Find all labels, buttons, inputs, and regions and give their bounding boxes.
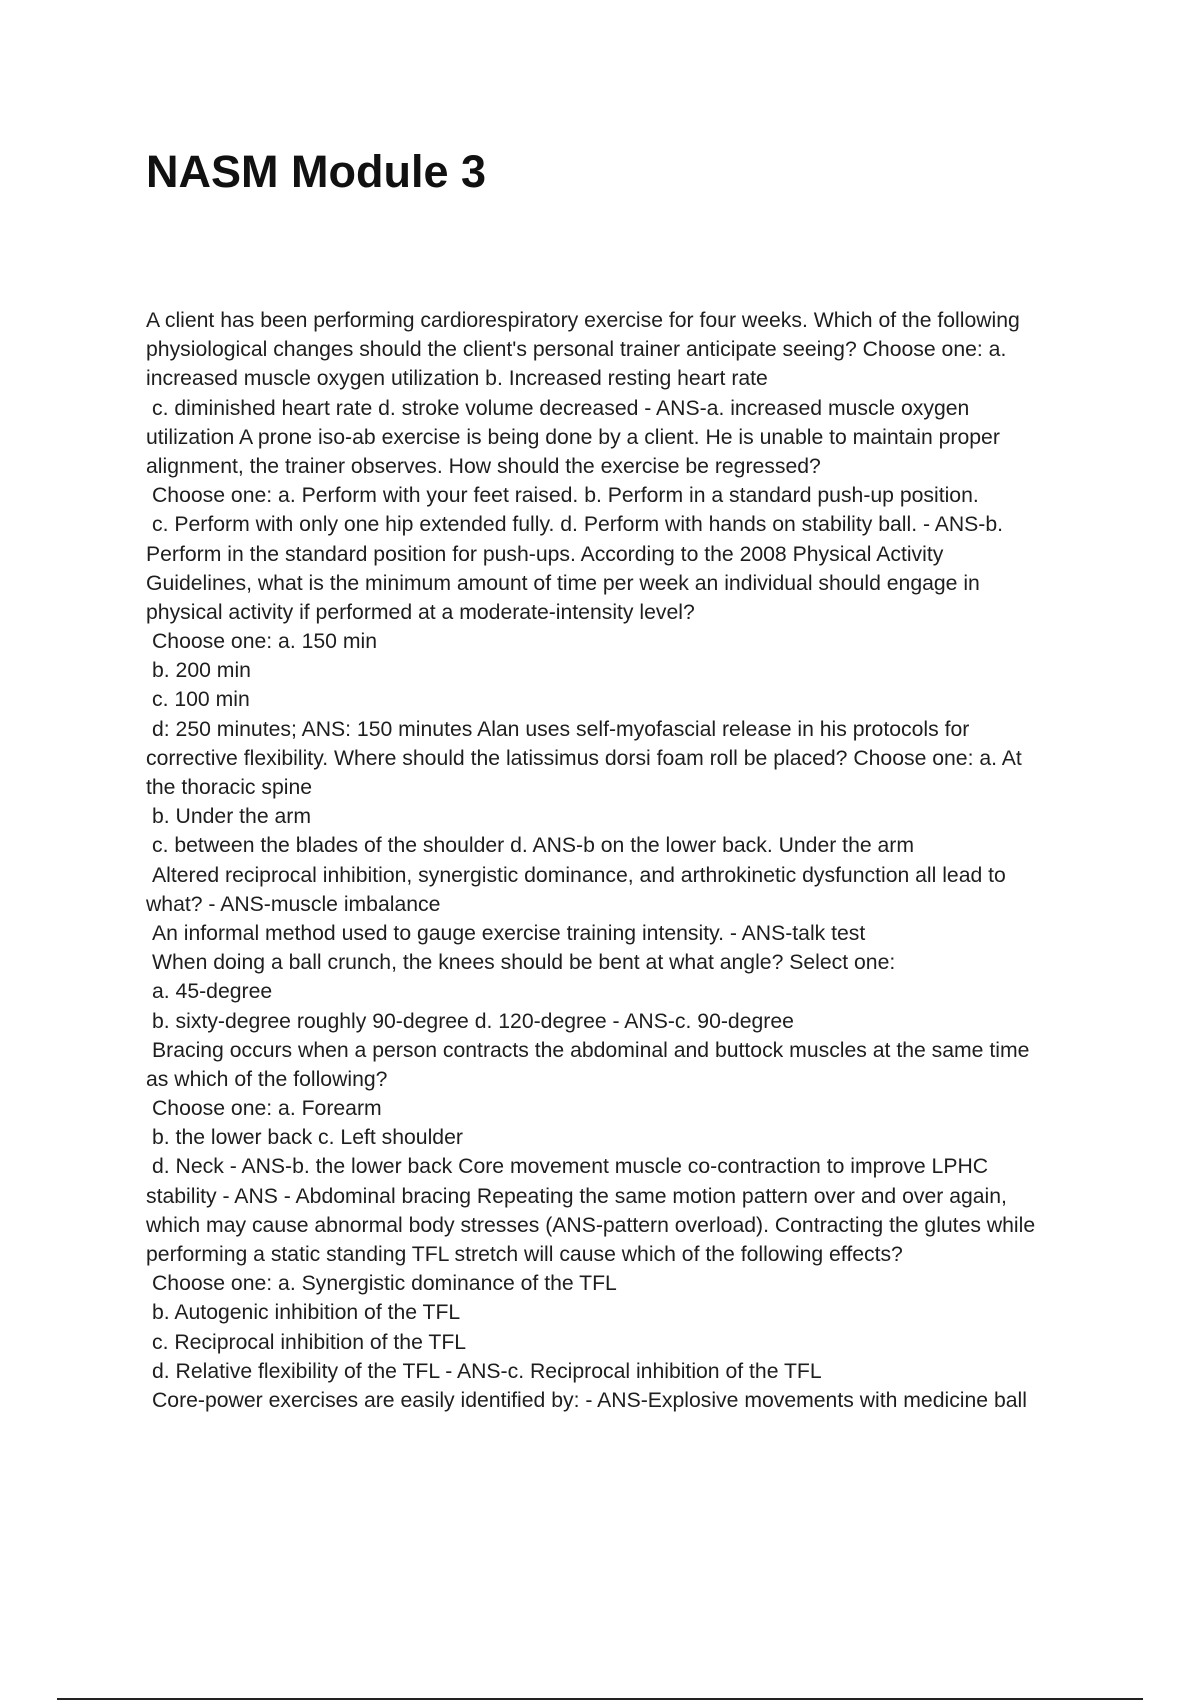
text-line: increased muscle oxygen utilization b. Increased resting heart rate <box>146 367 768 391</box>
text-line: alignment, the trainer observes. How should the exercise be regressed? <box>146 454 821 478</box>
text-line: b. sixty-degree roughly 90-degree d. 120-degree - ANS-c. 90-degree <box>152 1009 794 1033</box>
text-line: a. 45-degree <box>152 980 273 1004</box>
document-body <box>146 306 1086 1415</box>
text-line: Bracing occurs when a person contracts the abdominal and buttock muscles at the same time <box>152 1038 1030 1062</box>
text-line: c. Perform with only one hip extended fully. d. Perform with hands on stability ball. - ANS-b. <box>152 513 1004 537</box>
text-line: c. diminished heart rate d. stroke volume decreased - ANS-a. increased muscle oxygen <box>152 396 970 420</box>
text-line: d. Relative flexibility of the TFL - ANS-c. Reciprocal inhibition of the TFL <box>152 1359 822 1383</box>
text-line: c. Reciprocal inhibition of the TFL <box>152 1330 467 1354</box>
text-line: Choose one: a. Synergistic dominance of the TFL <box>152 1272 617 1296</box>
text-line: physiological changes should the client's personal trainer anticipate seeing? Choose one: a. <box>146 338 1007 362</box>
text-line: as which of the following? <box>146 1067 388 1091</box>
text-line: Perform in the standard position for push-ups. According to the 2008 Physical Activity <box>146 542 944 566</box>
text-line: Altered reciprocal inhibition, synergistic dominance, and arthrokinetic dysfunction all lead to <box>152 863 1006 887</box>
text-line: c. between the blades of the shoulder d. ANS-b on the lower back. Under the arm <box>152 834 915 858</box>
text-line: what? - ANS-muscle imbalance <box>146 892 441 916</box>
text-line: Guidelines, what is the minimum amount of time per week an individual should engage in <box>146 571 980 595</box>
text-line: Choose one: a. 150 min <box>152 630 377 654</box>
text-line: When doing a ball crunch, the knees should be bent at what angle? Select one: <box>152 951 896 975</box>
text-line: Core-power exercises are easily identified by: - ANS-Explosive movements with medicine ball <box>152 1388 1027 1412</box>
text-line: Choose one: a. Perform with your feet raised. b. Perform in a standard push-up position. <box>152 484 979 508</box>
text-line: c. 100 min <box>152 688 250 712</box>
text-line: physical activity if performed at a moderate-intensity level? <box>146 600 695 624</box>
text-line: which may cause abnormal body stresses (ANS-pattern overload). Contracting the glutes while <box>146 1213 1036 1237</box>
text-line: d: 250 minutes; ANS: 150 minutes Alan uses self-myofascial release in his protocols for <box>152 717 970 741</box>
text-line: b. 200 min <box>152 659 251 683</box>
text-line: stability - ANS - Abdominal bracing Repeating the same motion pattern over and over again, <box>146 1184 1007 1208</box>
text-line: An informal method used to gauge exercise training intensity. - ANS-talk test <box>152 921 866 945</box>
text-line: b. Under the arm <box>152 805 311 829</box>
text-line: corrective flexibility. Where should the latissimus dorsi foam roll be placed? Choose one: a. At <box>146 746 1022 770</box>
text-line: b. Autogenic inhibition of the TFL <box>152 1301 461 1325</box>
text-line: the thoracic spine <box>146 776 313 799</box>
page-title: NASM Module 3 <box>146 146 487 197</box>
text-line: b. the lower back c. Left shoulder <box>152 1126 463 1150</box>
text-line: A client has been performing cardiorespiratory exercise for four weeks. Which of the following <box>146 309 1020 332</box>
text-line: performing a static standing TFL stretch will cause which of the following effects? <box>146 1243 903 1266</box>
text-line: Choose one: a. Forearm <box>152 1097 382 1121</box>
text-line: d. Neck - ANS-b. the lower back Core movement muscle co-contraction to improve LPHC <box>152 1155 989 1179</box>
text-line: utilization A prone iso-ab exercise is being done by a client. He is unable to maintain proper <box>146 425 1000 449</box>
